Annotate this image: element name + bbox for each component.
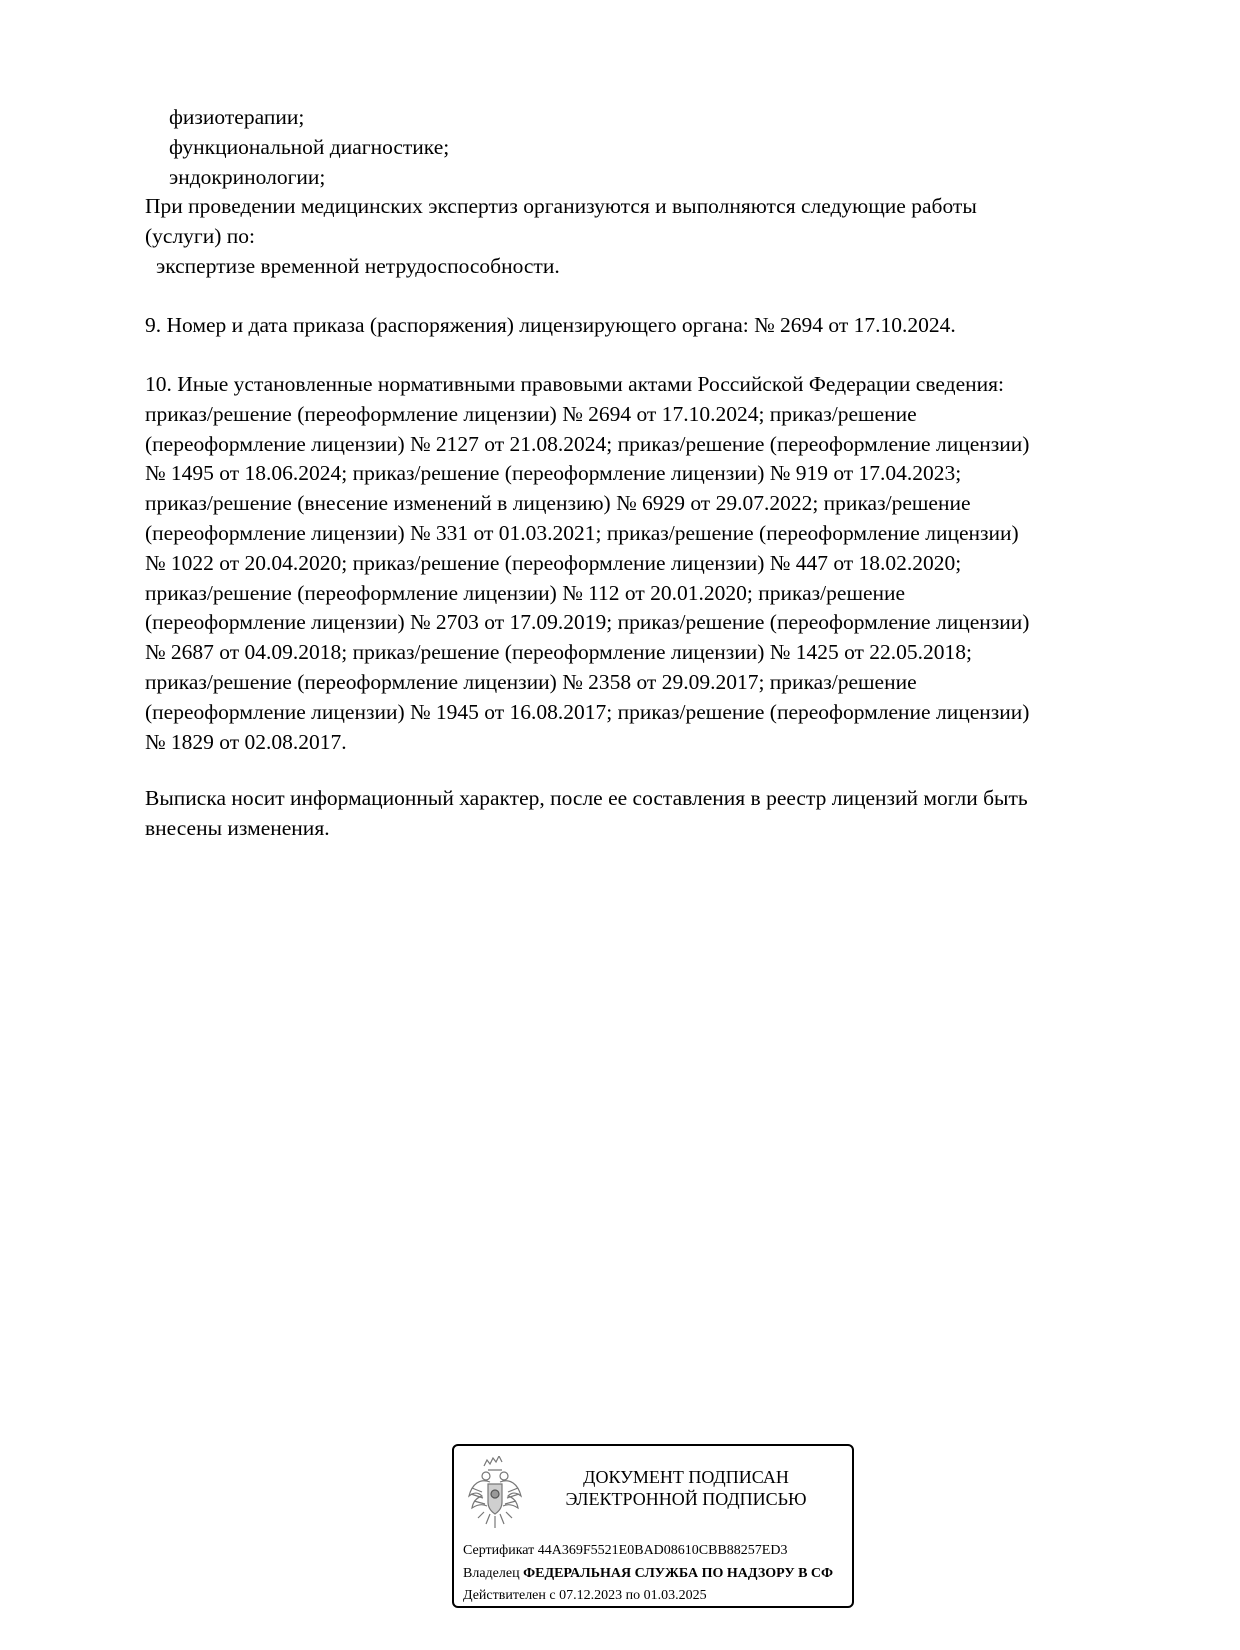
validity-line: Действителен с 07.12.2023 по 01.03.2025 [463,1588,707,1603]
expertise-intro-line: При проведении медицинских экспертиз организуются и выполняются следующие работы [145,194,977,219]
section-10 [145,370,1165,757]
disclaimer [145,784,1165,844]
electronic-signature-stamp [452,1444,854,1608]
section-9 [145,311,1165,341]
certificate-line [463,1542,853,1560]
order-number-line: 9. Номер и дата приказа (распоряжения) лицензирующего органа: № 2694 от 17.10.2024. [145,313,956,337]
expertise-intro-line: (услуги) по: [145,224,256,249]
certificate-label: Сертификат [463,1543,535,1558]
section-10-line: (переоформление лицензии) № 331 от 01.03.2021; приказ/решение (переоформление лицензии) [145,520,1019,545]
section-10-line: приказ/решение (переоформление лицензии) № 112 от 20.01.2020; приказ/решение [145,580,906,605]
owner-label: Владелец [463,1566,520,1581]
section-10-line: № 1495 от 18.06.2024; приказ/решение (переоформление лицензии) № 919 от 17.04.2023; [145,461,962,486]
owner-line [463,1565,853,1583]
section-10-line: (переоформление лицензии) № 2703 от 17.09.2019; приказ/решение (переоформление лицензии) [145,610,1030,635]
section-10-line: (переоформление лицензии) № 1945 от 16.08.2017; приказ/решение (переоформление лицензии) [145,699,1030,724]
stamp-title-line: ДОКУМЕНТ ПОДПИСАН [583,1467,789,1487]
stamp-title [546,1466,826,1510]
russian-coat-of-arms-icon [466,1456,524,1530]
list-item: функциональной диагностике; [169,134,450,159]
list-item: физиотерапии; [169,105,305,129]
service-list [145,103,1165,282]
section-10-line: № 1022 от 20.04.2020; приказ/решение (переоформление лицензии) № 447 от 18.02.2020; [145,550,962,575]
list-item: эндокринологии; [169,164,326,189]
disclaimer-line: внесены изменения. [145,815,330,840]
section-10-line: № 2687 от 04.09.2018; приказ/решение (переоформление лицензии) № 1425 от 22.05.2018; [145,640,973,665]
section-10-line: № 1829 от 02.08.2017. [145,729,347,754]
section-10-line: (переоформление лицензии) № 2127 от 21.08.2024; приказ/решение (переоформление лицензии) [145,431,1030,456]
section-10-line: приказ/решение (переоформление лицензии) № 2358 от 29.09.2017; приказ/решение [145,669,917,694]
expertise-item: экспертизе временной нетрудоспособности. [156,253,560,278]
section-10-line: приказ/решение (переоформление лицензии) № 2694 от 17.10.2024; приказ/решение [145,401,917,426]
disclaimer-line: Выписка носит информационный характер, после ее составления в реестр лицензий могли быть [145,786,1028,810]
section-10-line: приказ/решение (внесение изменений в лицензию) № 6929 от 29.07.2022; приказ/решение [145,491,971,516]
owner-value: ФЕДЕРАЛЬНАЯ СЛУЖБА ПО НАДЗОРУ В СФ [523,1566,834,1581]
certificate-value: 44A369F5521E0BAD08610CBB88257ED3 [537,1543,788,1558]
section-10-line: 10. Иные установленные нормативными правовыми актами Российской Федерации сведения: [145,372,1004,396]
stamp-title-line: ЭЛЕКТРОННОЙ ПОДПИСЬЮ [565,1489,807,1509]
